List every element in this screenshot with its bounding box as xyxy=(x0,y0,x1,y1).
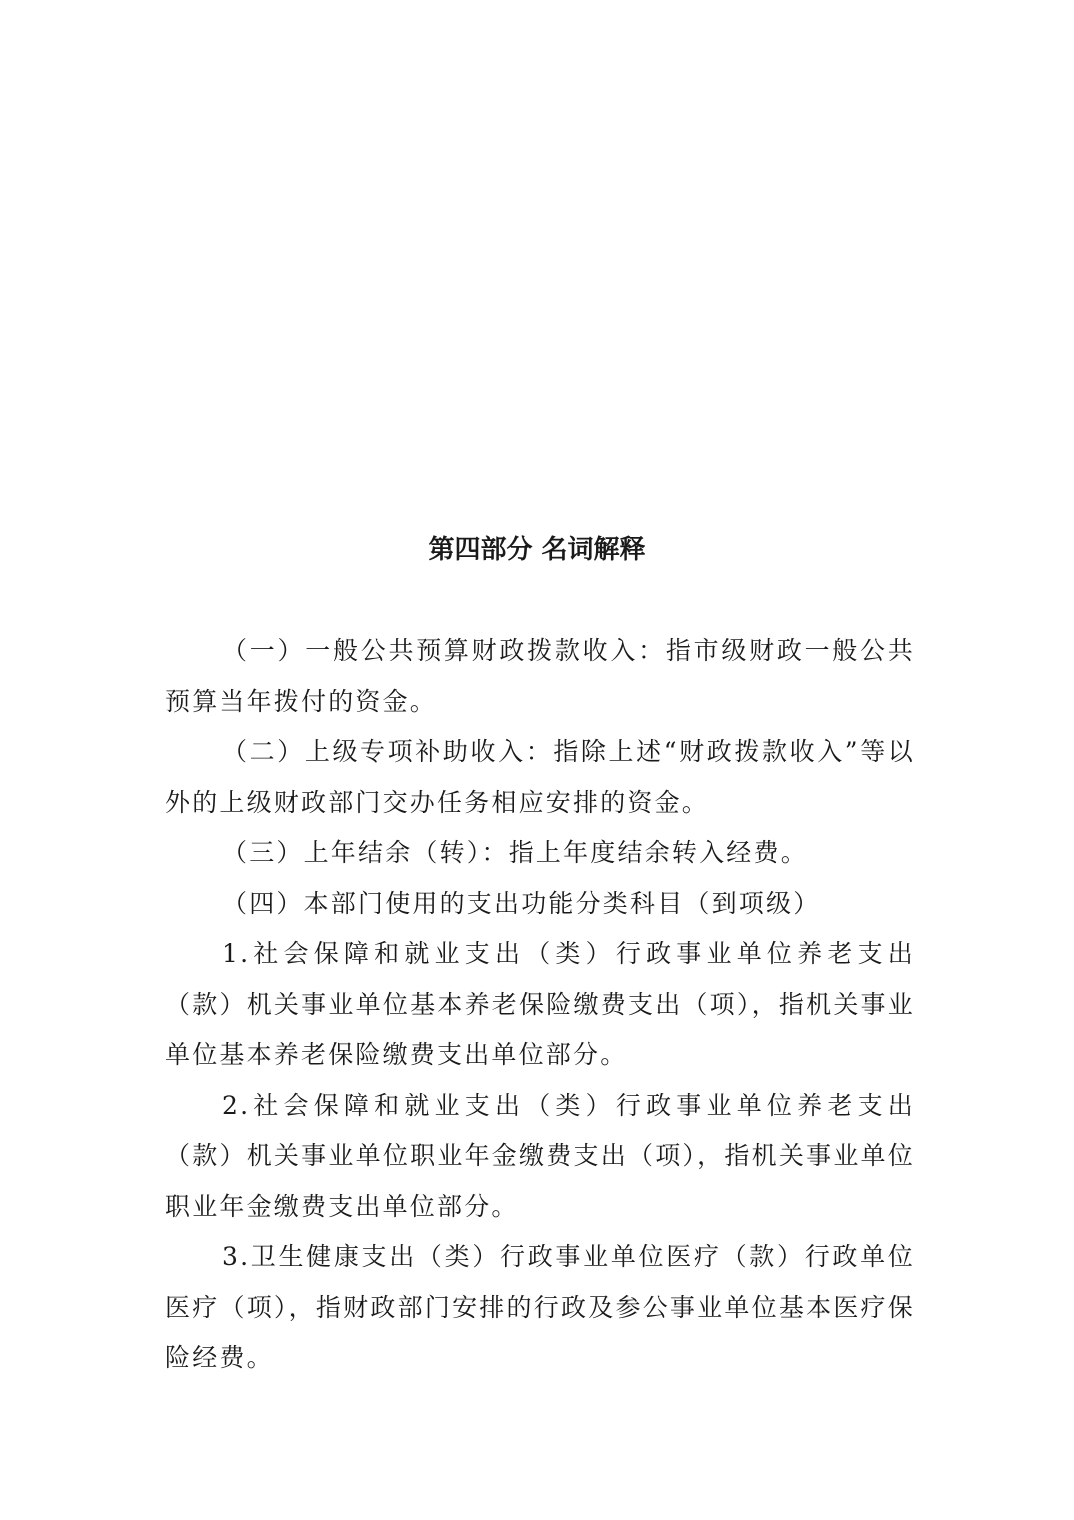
paragraph-item-3: 3.卫生健康支出（类）行政事业单位医疗（款）行政单位医疗（项），指财政部门安排的行政及参公事业单位基本医疗保险经费。 xyxy=(165,1242,915,1372)
paragraph-item-1: 1.社会保障和就业支出（类）行政事业单位养老支出（款）机关事业单位基本养老保险缴费支出（项），指机关事业单位基本养老保险缴费支出单位部分。 xyxy=(165,939,915,1069)
paragraph-special-subsidy-income: （二）上级专项补助收入：指除上述“财政拨款收入”等以外的上级财政部门交办任务相应安排的资金。 xyxy=(165,737,915,817)
paragraph-item-2: 2.社会保障和就业支出（类）行政事业单位养老支出（款）机关事业单位职业年金缴费支出（项），指机关事业单位职业年金缴费支出单位部分。 xyxy=(165,1090,915,1221)
document-body xyxy=(165,626,915,1384)
paragraph-general-budget-income: （一）一般公共预算财政拨款收入：指市级财政一般公共预算当年拨付的资金。 xyxy=(165,636,915,716)
section-title: 第四部分 名词解释 xyxy=(428,535,646,565)
paragraph-expenditure-classification: （四）本部门使用的支出功能分类科目（到项级） xyxy=(222,888,821,918)
paragraph-previous-year-balance: （三）上年结余（转）：指上年度结余转入经费。 xyxy=(222,838,808,867)
